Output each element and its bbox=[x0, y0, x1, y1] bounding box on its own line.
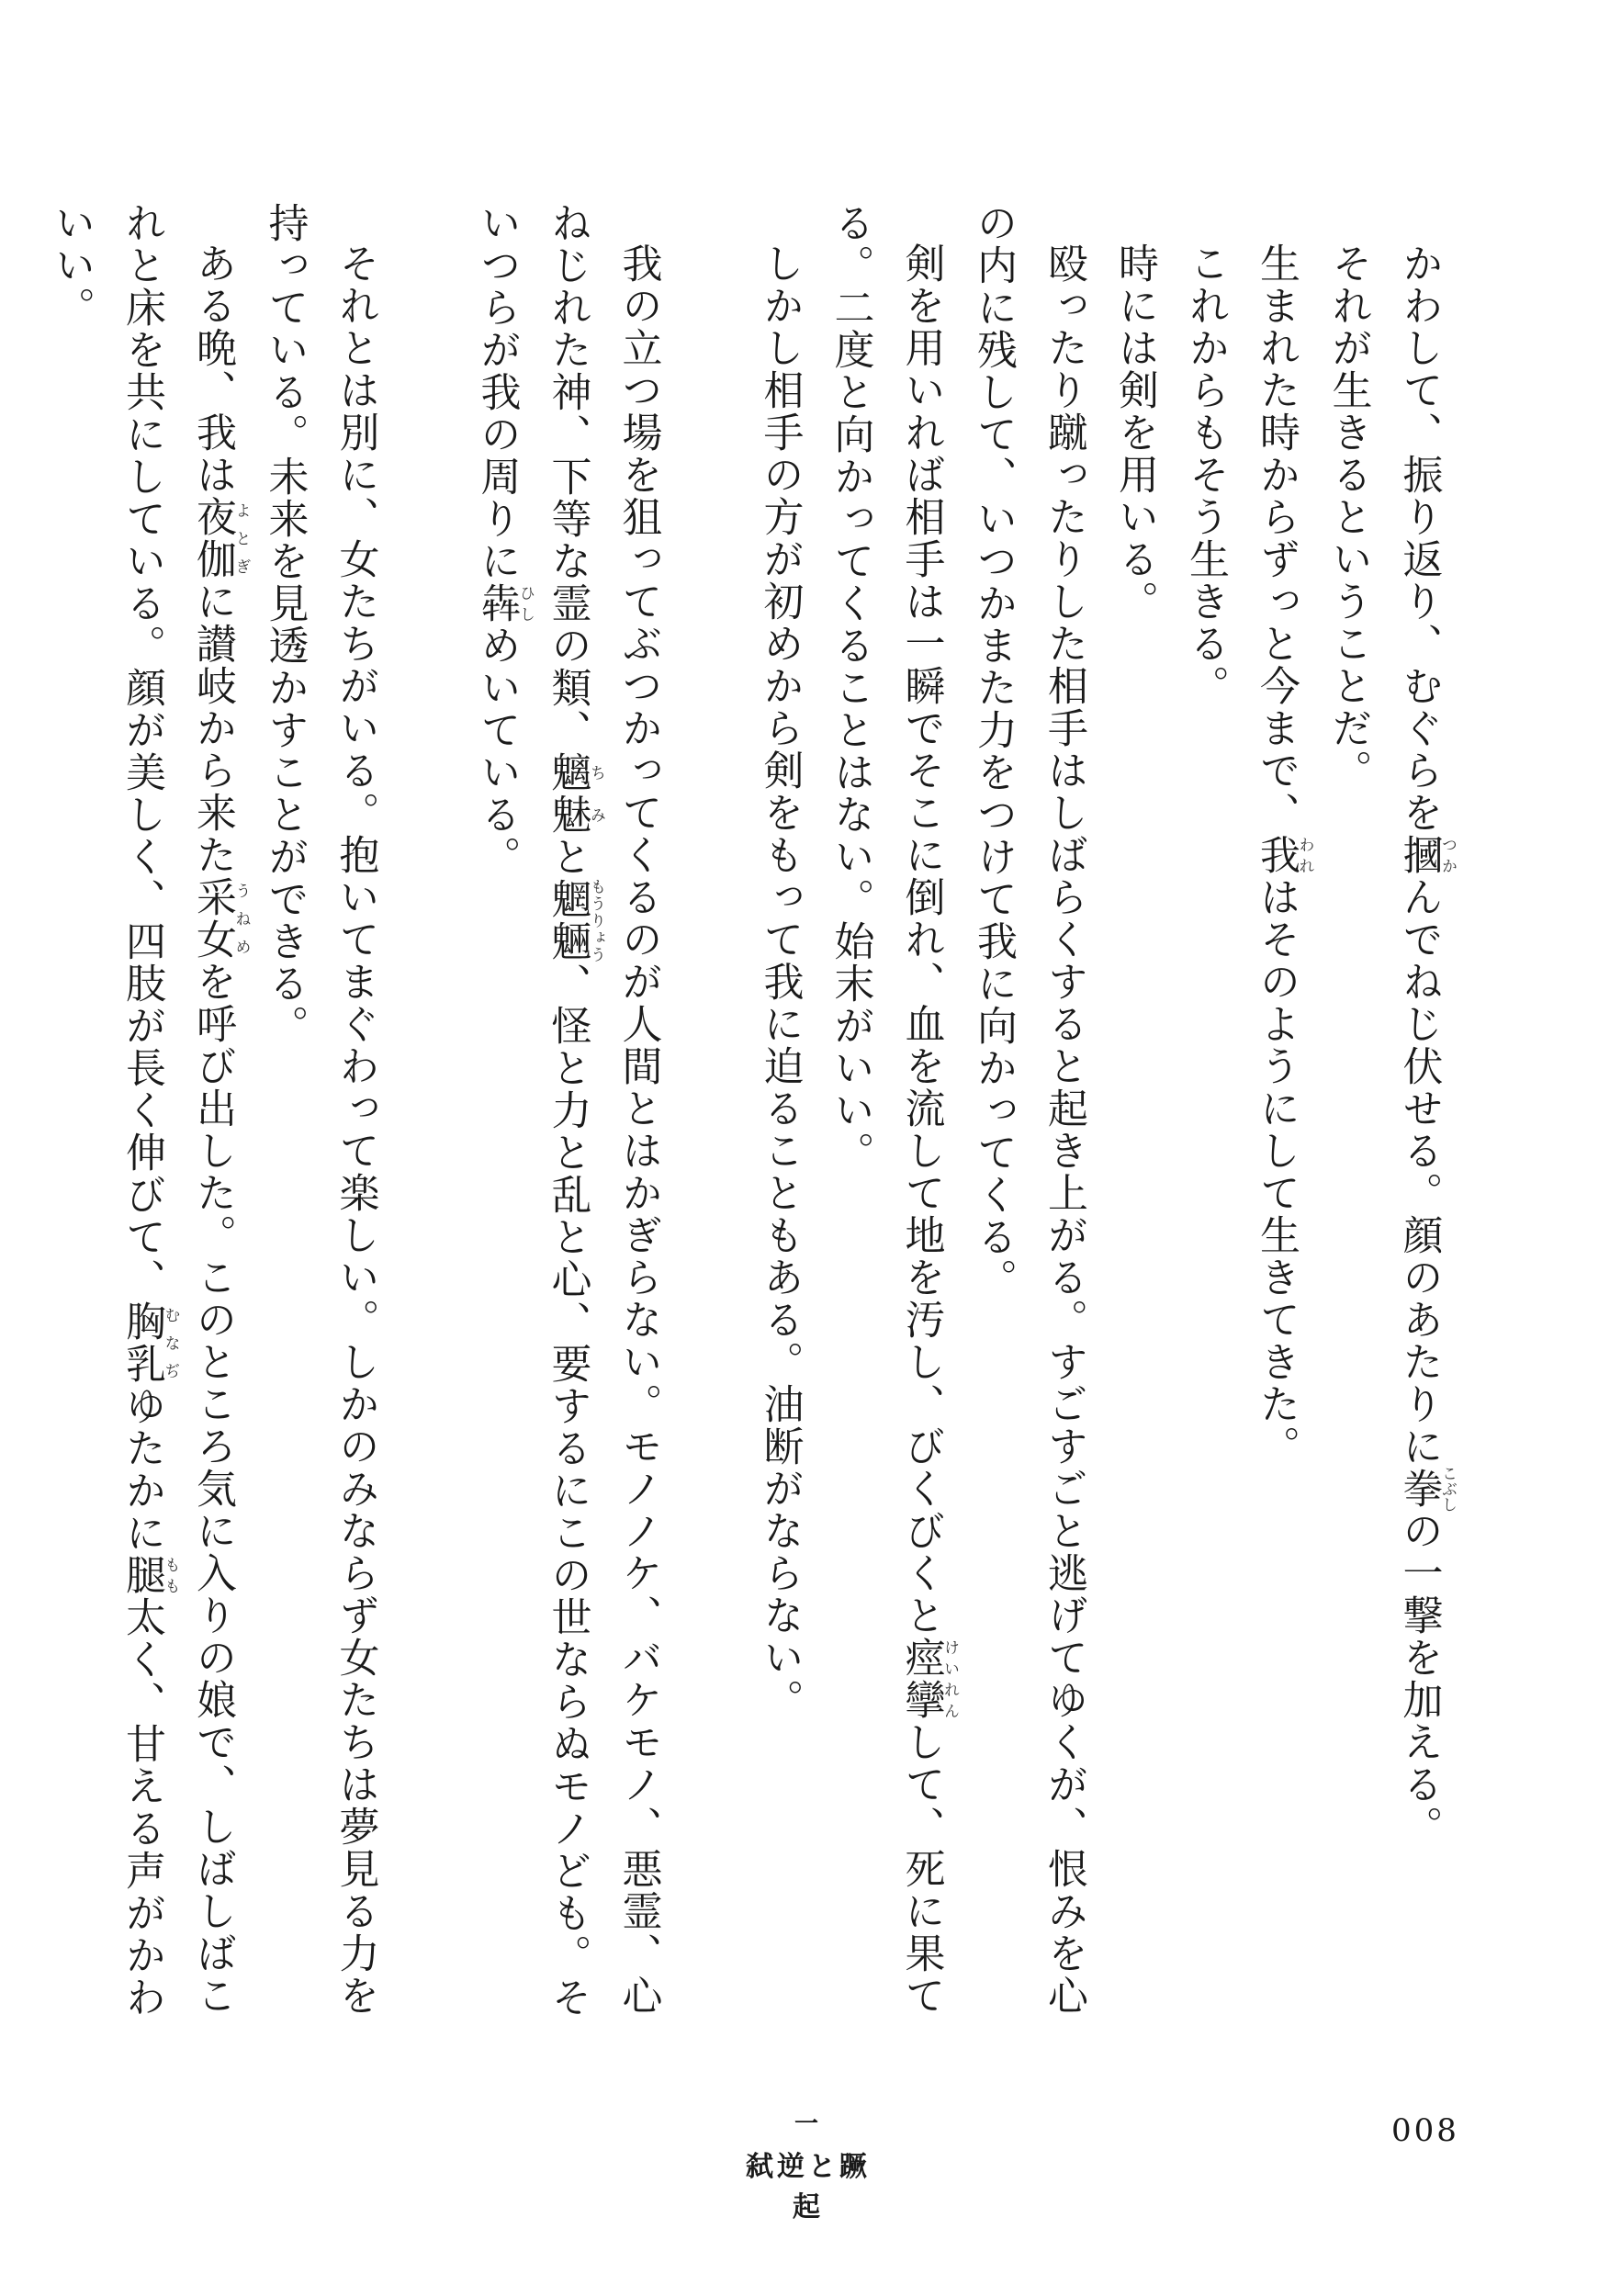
ruby-base: 我 bbox=[1253, 834, 1300, 876]
text-run: 剣を用いれば相手は一瞬でそこに倒れ、血を流して地を汚し、びくびくと bbox=[897, 242, 945, 1637]
text-run: して、死に果てる。二度と向かってくることはない。始末がいい。 bbox=[827, 202, 945, 2017]
text-run: の一撃を加える。 bbox=[1395, 1510, 1443, 1848]
paragraph bbox=[816, 202, 959, 2039]
paragraph bbox=[462, 202, 674, 2039]
text-run: はそのようにして生きてきた。 bbox=[1253, 876, 1300, 1468]
ruby-base: 夜伽 bbox=[189, 496, 236, 580]
ruby-annotation bbox=[118, 1300, 180, 1385]
text-run: それが生きるということだ。 bbox=[1324, 242, 1372, 792]
text-run: と bbox=[544, 836, 591, 878]
ruby-annotation bbox=[1395, 1465, 1457, 1513]
text-run: ある晩、我は bbox=[189, 242, 236, 496]
ruby-annotation bbox=[118, 1554, 180, 1596]
ruby-reading: われ bbox=[1295, 834, 1314, 876]
ruby-annotation bbox=[189, 496, 251, 580]
text-run: かわして、振り返り、むぐらを bbox=[1395, 242, 1443, 834]
text-run: 我の立つ場を狙ってぶつかってくるのが人間とはかぎらない。モノノケ、バケモノ、悪霊、心ねじれた神、下等な霊の類、 bbox=[544, 202, 662, 2017]
text-run: んでねじ伏せる。顔のあたりに bbox=[1395, 876, 1443, 1468]
ruby-reading: もも bbox=[161, 1554, 180, 1596]
ruby-base: 魑魅 bbox=[544, 751, 591, 836]
ruby-annotation bbox=[189, 876, 251, 961]
ruby-base: 摑 bbox=[1395, 834, 1443, 876]
ruby-reading: むなぢ bbox=[161, 1300, 180, 1385]
paragraph bbox=[250, 202, 391, 2039]
ruby-base: 魍魎 bbox=[544, 878, 591, 962]
text-run: しかし相手の方が初めから剣をもって我に迫ることもある。油断がならない。 bbox=[756, 242, 804, 1721]
ruby-base: 腿 bbox=[118, 1554, 165, 1596]
ruby-annotation bbox=[544, 878, 605, 962]
text-run: 、怪と力と乱と心、要するにこの世ならぬモノども。そいつらが我の周りに bbox=[473, 202, 591, 2019]
paragraph-break bbox=[391, 202, 462, 2039]
chapter-footer bbox=[744, 2112, 872, 2224]
ruby-reading: こぶし bbox=[1438, 1465, 1457, 1513]
ruby-base: 拳 bbox=[1395, 1465, 1443, 1513]
chapter-title: 弑逆と蹶起 bbox=[746, 2151, 871, 2223]
paragraph bbox=[958, 202, 1099, 2039]
paragraph bbox=[1384, 202, 1457, 2039]
paragraph-break bbox=[674, 202, 745, 2039]
main-text-column-block bbox=[48, 202, 1457, 2039]
ruby-reading: うねめ bbox=[231, 876, 251, 961]
ruby-reading: つか bbox=[1438, 834, 1457, 876]
text-run: これからもそう生きる。 bbox=[1182, 242, 1229, 707]
ruby-base: 犇 bbox=[473, 582, 521, 625]
page-number: 008 bbox=[1391, 2112, 1459, 2149]
ruby-annotation bbox=[897, 1637, 959, 1721]
ruby-reading: もうりょう bbox=[587, 878, 605, 962]
text-run: 時には剣を用いる。 bbox=[1111, 242, 1158, 623]
text-run: それとは別に、女たちがいる。抱いてまぐわって楽しい。しかのみならず女たちは夢見る力を持っている。未来を見透かすことができる。 bbox=[261, 202, 379, 2017]
chapter-number: 一 bbox=[794, 2110, 822, 2138]
ruby-annotation bbox=[1253, 834, 1314, 876]
ruby-annotation bbox=[544, 751, 605, 836]
text-run: を呼び出した。このところ気に入りの娘で、しばしばこれと床を共にしている。顔が美しく、四肢が長く伸びて、 bbox=[118, 202, 236, 2017]
ruby-base: 胸乳 bbox=[118, 1300, 165, 1385]
paragraph bbox=[745, 202, 816, 2039]
paragraph bbox=[1099, 202, 1170, 2039]
ruby-base: 采女 bbox=[189, 876, 236, 961]
paragraph bbox=[36, 202, 250, 2039]
text-run: に讃岐から来た bbox=[189, 580, 236, 876]
ruby-reading: ちみ bbox=[587, 751, 605, 836]
text-run: ゆたかに bbox=[118, 1385, 165, 1554]
ruby-reading: よとぎ bbox=[231, 496, 251, 580]
ruby-base: 痙攣 bbox=[897, 1637, 945, 1721]
text-run: 生まれた時からずっと今まで、 bbox=[1253, 242, 1300, 834]
ruby-annotation bbox=[473, 582, 535, 625]
paragraph bbox=[1241, 202, 1313, 2039]
text-run: めいている。 bbox=[473, 625, 521, 878]
paragraph bbox=[1170, 202, 1241, 2039]
ruby-annotation bbox=[1395, 834, 1457, 876]
ruby-reading: けいれん bbox=[940, 1637, 959, 1721]
text-run: 太く、甘える声がかわいい。 bbox=[48, 202, 165, 2019]
paragraph bbox=[1313, 202, 1384, 2039]
text-run: 殴ったり蹴ったりした相手はしばらくすると起き上がる。すごすごと逃げてゆくが、恨みを心の内に残して、いつかまた力をつけて我に向かってくる。 bbox=[970, 202, 1087, 2017]
ruby-reading: ひし bbox=[516, 582, 535, 625]
